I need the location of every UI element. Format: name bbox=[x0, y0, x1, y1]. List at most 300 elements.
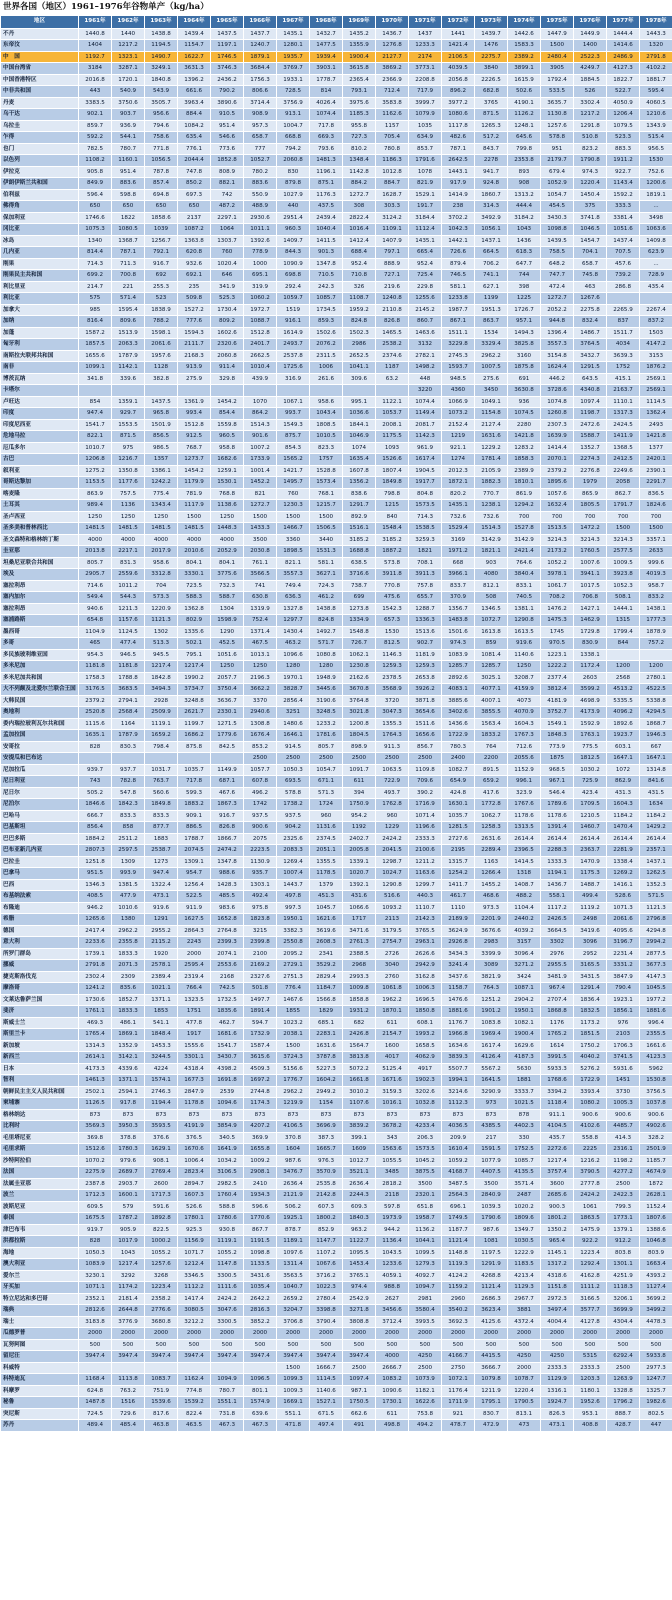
yield-value: 2594.1 bbox=[112, 1086, 145, 1098]
yield-value: 878 bbox=[508, 1109, 541, 1121]
yield-value: 1199.7 bbox=[178, 718, 211, 730]
yield-value: 916.7 bbox=[211, 810, 244, 822]
yield-value: 3728.6 bbox=[541, 385, 574, 397]
yield-value: 3776.9 bbox=[112, 1316, 145, 1328]
yield-value: 1435.1 bbox=[277, 28, 310, 40]
yield-value: 1059.7 bbox=[277, 293, 310, 305]
yield-value: 3500 bbox=[244, 534, 277, 546]
yield-value: 902.7 bbox=[409, 638, 442, 650]
yield-value: 1688.8 bbox=[343, 546, 376, 558]
yield-value: 2412.5 bbox=[607, 454, 640, 466]
yield-value: 2614.1 bbox=[79, 1052, 112, 1064]
yield-value: 2761.3 bbox=[343, 937, 376, 949]
yield-value: 443 bbox=[79, 86, 112, 98]
yield-value: 983.6 bbox=[211, 902, 244, 914]
yield-value: 596.4 bbox=[79, 189, 112, 201]
yield-value: 1716.9 bbox=[409, 799, 442, 811]
yield-value: 2358.2 bbox=[145, 1293, 178, 1305]
yield-value: 2981 bbox=[409, 1293, 442, 1305]
yield-value: 3636.7 bbox=[211, 695, 244, 707]
yield-value: 1250 bbox=[244, 661, 277, 673]
yield-value: 1263.9 bbox=[607, 1374, 640, 1386]
yield-value: 1027.9 bbox=[277, 189, 310, 201]
yield-value: 1379.1 bbox=[607, 1224, 640, 1236]
yield-value: 859.7 bbox=[79, 120, 112, 132]
yield-value: 1436 bbox=[508, 235, 541, 247]
yield-value: 2402.7 bbox=[343, 833, 376, 845]
yield-value: 723.5 bbox=[178, 580, 211, 592]
yield-value: 2500 bbox=[409, 1362, 442, 1374]
yield-value: 3947.4 bbox=[310, 1351, 343, 1363]
yield-value: 2217.1 bbox=[112, 546, 145, 558]
yield-value: 2363.7 bbox=[574, 845, 607, 857]
region-name: 巴巴多斯 bbox=[1, 833, 79, 845]
region-name: 印度 bbox=[1, 408, 79, 420]
yield-value: 2297.1 bbox=[211, 212, 244, 224]
yield-value: 836.5 bbox=[640, 488, 672, 500]
yield-value: 1891.4 bbox=[244, 1006, 277, 1018]
yield-value: 473.1 bbox=[541, 1420, 574, 1432]
yield-value: 1555.6 bbox=[178, 1040, 211, 1052]
yield-value: 1334.9 bbox=[343, 615, 376, 627]
yield-value: 4000 bbox=[211, 534, 244, 546]
region-name: 巴布亚新几内亚 bbox=[1, 845, 79, 857]
yield-value: 1057.6 bbox=[541, 488, 574, 500]
yield-value: 1211.3 bbox=[112, 603, 145, 615]
yield-value: 3440 bbox=[310, 534, 343, 546]
yield-value: 1121.3 bbox=[145, 615, 178, 627]
yield-value: 3214.3 bbox=[541, 534, 574, 546]
yield-value: 1291.9 bbox=[475, 1259, 508, 1271]
yield-value: 758.6 bbox=[145, 132, 178, 144]
yield-value: 2379.2 bbox=[541, 465, 574, 477]
yield-value: 700 bbox=[574, 511, 607, 523]
table-row bbox=[1, 120, 672, 132]
yield-value: 699 bbox=[343, 592, 376, 604]
yield-value: 1363.8 bbox=[178, 235, 211, 247]
region-name: 大不列颠及北爱尔兰联合王国 bbox=[1, 684, 79, 696]
yield-value: 2621.7 bbox=[178, 707, 211, 719]
yield-value: 1917 bbox=[178, 1029, 211, 1041]
yield-value: 1273.8 bbox=[343, 603, 376, 615]
yield-value: 2662.5 bbox=[244, 350, 277, 362]
yield-value: 2559.6 bbox=[112, 569, 145, 581]
column-header-year: 1967年 bbox=[277, 16, 310, 29]
yield-value: 911.1 bbox=[541, 1109, 574, 1121]
yield-value: 2030.8 bbox=[244, 546, 277, 558]
yield-value: 3569.3 bbox=[79, 1121, 112, 1133]
yield-value: 2652.5 bbox=[343, 350, 376, 362]
yield-value: 1187 bbox=[376, 362, 409, 374]
yield-value: 967.4 bbox=[541, 983, 574, 995]
yield-value: 1511.7 bbox=[607, 327, 640, 339]
yield-value: 4250 bbox=[409, 1351, 442, 1363]
yield-value: 3185.2 bbox=[376, 534, 409, 546]
yield-value: 1309.1 bbox=[178, 856, 211, 868]
yield-value: 2357.1 bbox=[640, 845, 672, 857]
yield-value: 900.6 bbox=[244, 822, 277, 834]
yield-value: 1138.6 bbox=[211, 500, 244, 512]
yield-value: 1254.2 bbox=[442, 868, 475, 880]
yield-value: 3840.4 bbox=[508, 569, 541, 581]
yield-value: 3485 bbox=[376, 1167, 409, 1179]
yield-value: 2972.3 bbox=[541, 1293, 574, 1305]
yield-value: 2000 bbox=[541, 1328, 574, 1340]
yield-value: 1250 bbox=[145, 511, 178, 523]
yield-value: 525.3 bbox=[211, 293, 244, 305]
yield-value: 1972.7 bbox=[244, 304, 277, 316]
yield-value: 905.9 bbox=[112, 1224, 145, 1236]
yield-value: 1079.8 bbox=[475, 1374, 508, 1386]
yield-value: 2000 bbox=[508, 1362, 541, 1374]
yield-value: 728.9 bbox=[640, 270, 672, 282]
yield-value: 1140.6 bbox=[310, 1385, 343, 1397]
yield-value: 700.8 bbox=[112, 270, 145, 282]
yield-value: 744 bbox=[508, 270, 541, 282]
yield-value: 752.4 bbox=[244, 615, 277, 627]
table-row bbox=[1, 799, 672, 811]
yield-value: 444.4 bbox=[508, 201, 541, 213]
yield-value: 1470.4 bbox=[607, 822, 640, 834]
yield-value: 1128 bbox=[145, 362, 178, 374]
yield-value: 500 bbox=[640, 1339, 672, 1351]
yield-value: 1440.8 bbox=[79, 28, 112, 40]
yield-value: 903 bbox=[475, 557, 508, 569]
yield-value: 1614.9 bbox=[277, 327, 310, 339]
yield-value: 2355.8 bbox=[112, 937, 145, 949]
yield-value: 917.8 bbox=[112, 1098, 145, 1110]
yield-value: 2744.8 bbox=[244, 1086, 277, 1098]
yield-value: 1438.8 bbox=[310, 603, 343, 615]
yield-value: 3580.4 bbox=[409, 1305, 442, 1317]
yield-value: 478.7 bbox=[442, 1420, 475, 1432]
yield-value: 627.1 bbox=[475, 281, 508, 293]
yield-value: 1833.2 bbox=[475, 730, 508, 742]
yield-value: 1055.5 bbox=[376, 1155, 409, 1167]
column-header-year: 1969年 bbox=[343, 16, 376, 29]
yield-value: 2051.1 bbox=[310, 845, 343, 857]
yield-value: 500 bbox=[310, 1339, 343, 1351]
yield-value: 500 bbox=[145, 1339, 178, 1351]
yield-value: 1035.4 bbox=[244, 1282, 277, 1294]
yield-value: 665.4 bbox=[409, 247, 442, 259]
region-name: 秘鲁 bbox=[1, 1397, 79, 1409]
yield-value: 1481.5 bbox=[79, 523, 112, 535]
yield-value: 4168.7 bbox=[442, 1167, 475, 1179]
table-row bbox=[1, 948, 672, 960]
column-header-year: 1972年 bbox=[442, 16, 475, 29]
yield-value: 1024.7 bbox=[376, 868, 409, 880]
yield-value: 993.9 bbox=[112, 868, 145, 880]
yield-value: 2597.5 bbox=[112, 845, 145, 857]
region-name: 坦桑尼亚联合共和国 bbox=[1, 557, 79, 569]
yield-value: 2542.9 bbox=[343, 1293, 376, 1305]
yield-value: 3615.6 bbox=[244, 1052, 277, 1064]
yield-value: 764.3 bbox=[475, 983, 508, 995]
yield-value: 1130.8 bbox=[541, 109, 574, 121]
yield-value: 1892.6 bbox=[607, 718, 640, 730]
yield-value: 1233.3 bbox=[409, 40, 442, 52]
yield-value: 3419.6 bbox=[574, 925, 607, 937]
region-name: 伊朗伊斯兰共和国 bbox=[1, 178, 79, 190]
region-name: 朝鲜民主主义人民共和国 bbox=[1, 1086, 79, 1098]
yield-value: 229.8 bbox=[409, 281, 442, 293]
yield-value: 1242.2 bbox=[145, 477, 178, 489]
header-row bbox=[1, 16, 672, 29]
yield-value: 2942.9 bbox=[409, 960, 442, 972]
region-name: 洪都拉斯 bbox=[1, 1236, 79, 1248]
yield-value: 822.5 bbox=[145, 1224, 178, 1236]
yield-value: 2603 bbox=[574, 672, 607, 684]
yield-value: 3716.6 bbox=[343, 569, 376, 581]
region-name: 安提瓜和巴布达 bbox=[1, 753, 79, 765]
yield-value: 2281.9 bbox=[607, 845, 640, 857]
yield-value: 1322.4 bbox=[145, 879, 178, 891]
yield-value: 1185.7 bbox=[640, 1155, 672, 1167]
yield-value: 2137 bbox=[178, 212, 211, 224]
yield-value: 3248.5 bbox=[310, 707, 343, 719]
yield-value: 773.9 bbox=[541, 741, 574, 753]
yield-value: 2894.7 bbox=[178, 1178, 211, 1190]
yield-value: 2926.8 bbox=[442, 937, 475, 949]
yield-value: 1117.2 bbox=[541, 902, 574, 914]
yield-value: 1503 bbox=[640, 327, 672, 339]
yield-value: 2538.7 bbox=[145, 845, 178, 857]
yield-value: 1655.6 bbox=[79, 350, 112, 362]
table-row bbox=[1, 1374, 672, 1386]
yield-value: 804.1 bbox=[211, 557, 244, 569]
yield-value: 5931.6 bbox=[607, 1063, 640, 1075]
yield-value: 2111.7 bbox=[178, 339, 211, 351]
yield-value: 475.6 bbox=[376, 592, 409, 604]
yield-value: 635.4 bbox=[178, 132, 211, 144]
yield-value: 1883.2 bbox=[178, 799, 211, 811]
yield-value: 1240.7 bbox=[244, 40, 277, 52]
yield-value: 1223.1 bbox=[541, 649, 574, 661]
yield-value: 1083.8 bbox=[475, 1017, 508, 1029]
yield-value: 1729.8 bbox=[574, 626, 607, 638]
yield-value: 871.5 bbox=[112, 431, 145, 443]
yield-value: 3623.4 bbox=[475, 1305, 508, 1317]
yield-value: 560.6 bbox=[145, 787, 178, 799]
yield-value: 833.3 bbox=[145, 810, 178, 822]
yield-value: 1219 bbox=[442, 431, 475, 443]
yield-value: 3557.3 bbox=[541, 339, 574, 351]
yield-value: 2274.3 bbox=[574, 454, 607, 466]
table-row bbox=[1, 661, 672, 673]
yield-value: 833.7 bbox=[442, 580, 475, 592]
yield-value: 1338.4 bbox=[607, 856, 640, 868]
yield-value: 3899.1 bbox=[508, 63, 541, 75]
yield-value: 2421.4 bbox=[508, 546, 541, 558]
yield-value: 974.3 bbox=[574, 166, 607, 178]
yield-value: 2396.5 bbox=[508, 845, 541, 857]
table-row bbox=[1, 304, 672, 316]
yield-value: 3716.2 bbox=[310, 1270, 343, 1282]
yield-value: 500 bbox=[277, 1339, 310, 1351]
table-row bbox=[1, 235, 672, 247]
yield-value: 1437 bbox=[409, 28, 442, 40]
yield-value: 1320 bbox=[640, 40, 672, 52]
highlighted-row bbox=[1, 51, 672, 63]
yield-value: 1104.9 bbox=[79, 626, 112, 638]
yield-value: 1194.1 bbox=[541, 868, 574, 880]
yield-value: 1381.5 bbox=[112, 879, 145, 891]
yield-value: 1343.9 bbox=[640, 120, 672, 132]
yield-value: 375 bbox=[574, 201, 607, 213]
yield-value: 3557.3 bbox=[277, 569, 310, 581]
yield-value: 764 bbox=[475, 741, 508, 753]
table-row bbox=[1, 1328, 672, 1340]
yield-value: 1041.1 bbox=[343, 362, 376, 374]
yield-value: 2600 bbox=[145, 1178, 178, 1190]
yield-value: 717.8 bbox=[310, 120, 343, 132]
yield-value: 2642.5 bbox=[442, 155, 475, 167]
table-row bbox=[1, 488, 672, 500]
yield-value: 2401.7 bbox=[244, 339, 277, 351]
yield-value: 816.4 bbox=[79, 316, 112, 328]
yield-value: 609.3 bbox=[343, 1201, 376, 1213]
yield-value: 1875.8 bbox=[508, 362, 541, 374]
yield-value: 944.2 bbox=[376, 1224, 409, 1236]
yield-value: 1454.7 bbox=[574, 235, 607, 247]
yield-value: 4040.2 bbox=[574, 1052, 607, 1064]
yield-value: 1172.4 bbox=[574, 661, 607, 673]
yield-value bbox=[277, 385, 310, 397]
yield-value: 500 bbox=[607, 1339, 640, 1351]
yield-value: 794.6 bbox=[145, 120, 178, 132]
yield-value: 437.5 bbox=[310, 201, 343, 213]
table-row bbox=[1, 718, 672, 730]
yield-value: 1993.2 bbox=[409, 1029, 442, 1041]
yield-value: 1548.4 bbox=[376, 523, 409, 535]
yield-value: 1359.1 bbox=[112, 396, 145, 408]
yield-value: 999.6 bbox=[640, 557, 672, 569]
yield-value: 1115.6 bbox=[79, 718, 112, 730]
yield-value: 1448.3 bbox=[211, 523, 244, 535]
yield-value: 1526.6 bbox=[376, 454, 409, 466]
yield-value bbox=[145, 753, 178, 765]
yield-value: 3259.3 bbox=[409, 534, 442, 546]
yield-value: 930.8 bbox=[211, 1224, 244, 1236]
region-name: 加蓬 bbox=[1, 327, 79, 339]
yield-value: 2538.2 bbox=[376, 339, 409, 351]
yield-value: 5567.2 bbox=[475, 1063, 508, 1075]
table-header bbox=[1, 16, 672, 29]
yield-value: 3890.6 bbox=[211, 97, 244, 109]
region-name: 多米尼加共和国 bbox=[1, 672, 79, 684]
region-name: 爱尔兰 bbox=[1, 1270, 79, 1282]
yield-value: 741 bbox=[244, 580, 277, 592]
yield-value: 2195 bbox=[442, 845, 475, 857]
yield-value: 1200.6 bbox=[640, 178, 672, 190]
yield-value: 2474.2 bbox=[211, 845, 244, 857]
table-row bbox=[1, 1109, 672, 1121]
yield-value: 4187.3 bbox=[508, 1052, 541, 1064]
yield-value: 879.4 bbox=[442, 258, 475, 270]
yield-value: 1184.7 bbox=[310, 983, 343, 995]
yield-value: 4398.2 bbox=[211, 1063, 244, 1075]
yield-value: 916.7 bbox=[145, 258, 178, 270]
yield-value: 1500 bbox=[541, 40, 574, 52]
yield-value: 1291.8 bbox=[574, 120, 607, 132]
yield-value: 646 bbox=[211, 270, 244, 282]
yield-value: 740.5 bbox=[508, 592, 541, 604]
yield-value: 1079.9 bbox=[409, 109, 442, 121]
yield-value: 607.3 bbox=[310, 1201, 343, 1213]
yield-value: 4125.6 bbox=[475, 1316, 508, 1328]
yield-value: 1119.2 bbox=[574, 902, 607, 914]
yield-value: 1494.3 bbox=[508, 327, 541, 339]
table-row bbox=[1, 1213, 672, 1225]
yield-value: ... bbox=[640, 201, 672, 213]
yield-value: 2818.2 bbox=[376, 1178, 409, 1190]
yield-value: 1497.7 bbox=[244, 994, 277, 1006]
yield-value: 1280.1 bbox=[277, 40, 310, 52]
yield-value: 1148.8 bbox=[442, 1247, 475, 1259]
yield-value: 826.8 bbox=[376, 316, 409, 328]
yield-value: 1082.7 bbox=[442, 764, 475, 776]
region-name: 匈牙利 bbox=[1, 339, 79, 351]
yield-value: 1206.4 bbox=[607, 109, 640, 121]
yield-value: 1007.5 bbox=[475, 362, 508, 374]
yield-value: 4407.5 bbox=[475, 1167, 508, 1179]
yield-value: 1512.8 bbox=[178, 419, 211, 431]
yield-value: 1062.7 bbox=[475, 810, 508, 822]
yield-value: 463.8 bbox=[145, 1420, 178, 1432]
yield-value: 2614.4 bbox=[541, 833, 574, 845]
yield-value: 3214.6 bbox=[442, 1086, 475, 1098]
region-name: 刚果 bbox=[1, 258, 79, 270]
yield-value: 1206.8 bbox=[79, 454, 112, 466]
yield-value: 873 bbox=[475, 1109, 508, 1121]
yield-value: 4294.5 bbox=[640, 707, 672, 719]
yield-value: 3287.1 bbox=[112, 63, 145, 75]
yield-value: 3179.5 bbox=[376, 925, 409, 937]
region-name: 所罗门群岛 bbox=[1, 948, 79, 960]
yield-value: 1107.2 bbox=[310, 1247, 343, 1259]
yield-value: 841.6 bbox=[640, 776, 672, 788]
yield-value: 2374.5 bbox=[310, 833, 343, 845]
yield-value: 3699.9 bbox=[607, 1305, 640, 1317]
yield-value: 2162.6 bbox=[343, 672, 376, 684]
yield-value: 1832.5 bbox=[574, 1006, 607, 1018]
yield-value: 2509.9 bbox=[145, 707, 178, 719]
yield-value: 830.9 bbox=[574, 638, 607, 650]
yield-value: 3124.2 bbox=[376, 212, 409, 224]
yield-value: 634.9 bbox=[409, 132, 442, 144]
yield-value: 2967.7 bbox=[508, 1293, 541, 1305]
yield-value: 4092.7 bbox=[409, 1270, 442, 1282]
yield-value: 618.3 bbox=[508, 247, 541, 259]
yield-value: 1109.8 bbox=[409, 764, 442, 776]
table-row bbox=[1, 339, 672, 351]
yield-value: 643.5 bbox=[574, 373, 607, 385]
yield-value: 1846.6 bbox=[79, 799, 112, 811]
yield-value: 798.4 bbox=[145, 741, 178, 753]
yield-value: 1265.3 bbox=[475, 120, 508, 132]
table-row bbox=[1, 615, 672, 627]
yield-value: 1097.6 bbox=[277, 1247, 310, 1259]
yield-value: 2352.1 bbox=[79, 1293, 112, 1305]
yield-value: 963.2 bbox=[343, 1224, 376, 1236]
yield-value: 3839.3 bbox=[442, 1052, 475, 1064]
yield-value: 2010.6 bbox=[178, 546, 211, 558]
yield-value: 1724 bbox=[310, 799, 343, 811]
yield-value: 671.1 bbox=[310, 776, 343, 788]
yield-value: 3142.9 bbox=[475, 534, 508, 546]
yield-value: 2000 bbox=[640, 1328, 672, 1340]
